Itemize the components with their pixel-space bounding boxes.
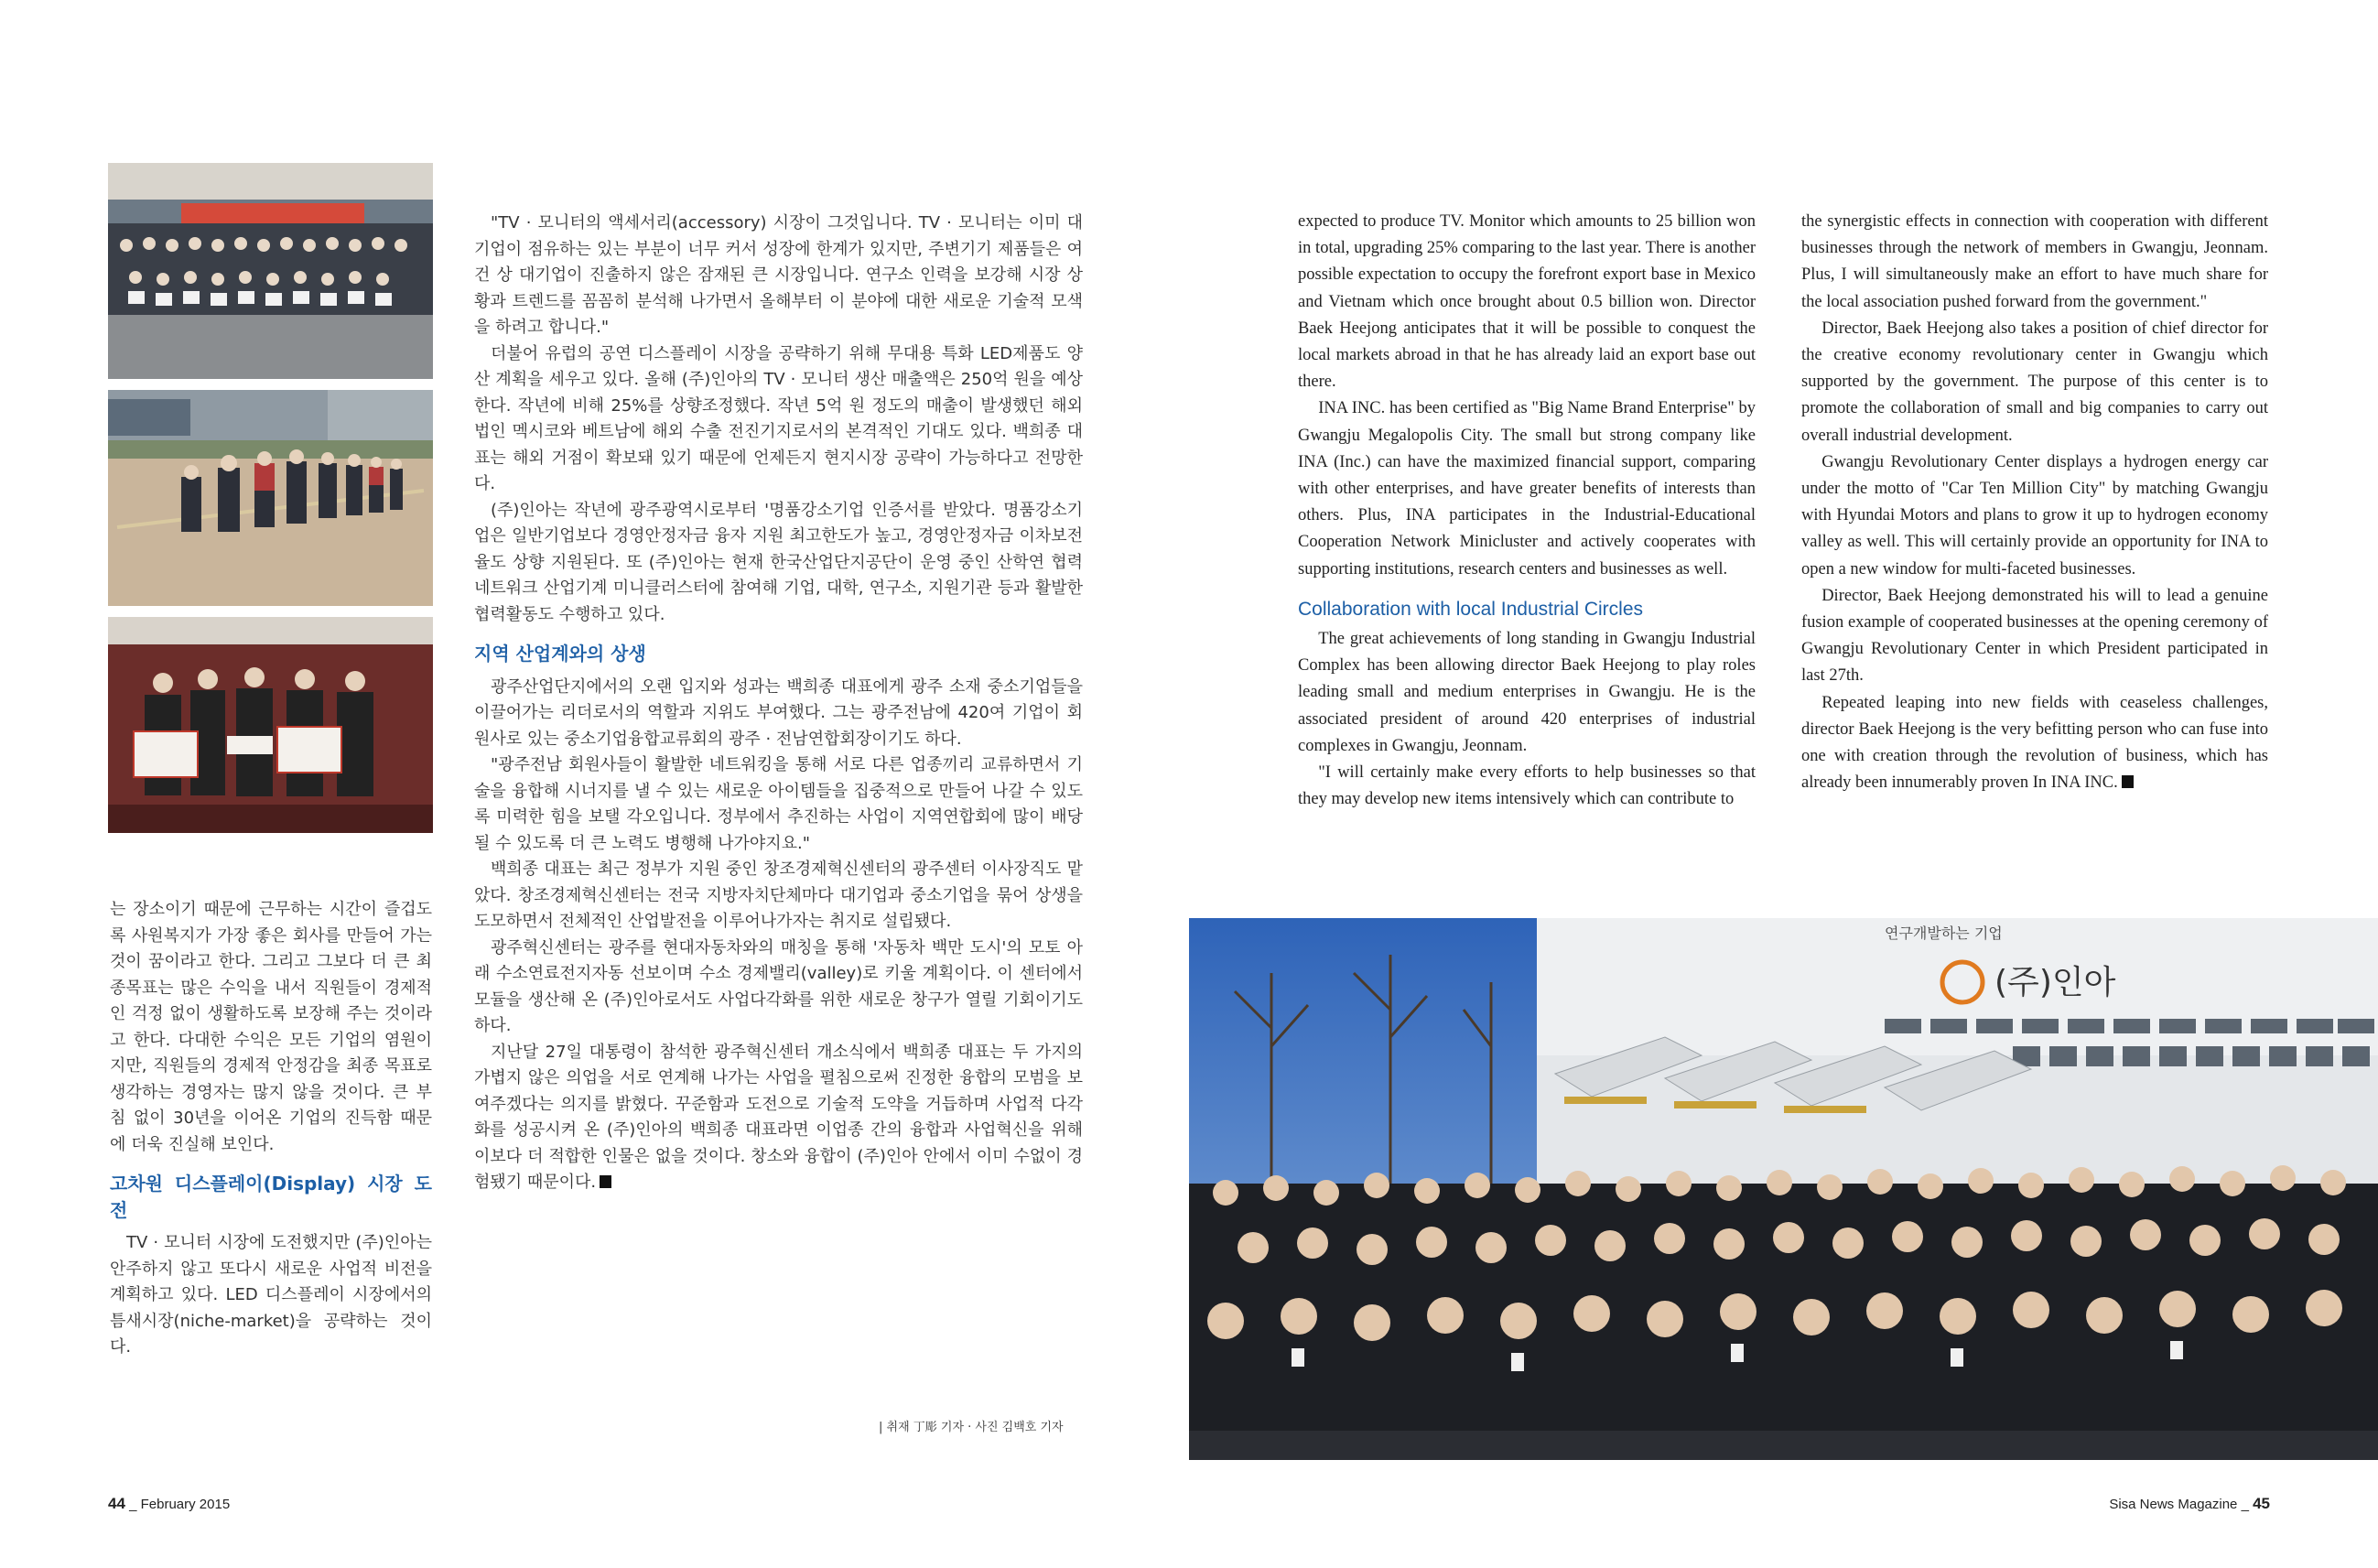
- paragraph: the synergistic effects in connection with cooperation with different businesses through the network of members in Gwangju, Jeonnam. Plus, I will simultaneously make an effort to have much share for the local association pushed forward from the government.": [1801, 212, 2268, 311]
- paragraph: Director, Baek Heejong demonstrated his will to lead a genuine fusion example of cooperated businesses at the opening ceremony of Gwangju Revolutionary Center in which President participated in last 27th.: [1801, 586, 2268, 686]
- paragraph: TV · 모니터 시장에 도전했지만 (주)인아는 안주하지 않고 또다시 새로운 사업적 비전을 계획하고 있다. LED 디스플레이 시장에서의 틈새시장(niche-market)을 공략하는 것이다.: [110, 1233, 432, 1357]
- paragraph-text: 지난달 27일 대통령이 참석한 광주혁신센터 개소식에서 백희종 대표는 두 가지의 가볍지 않은 의업을 서로 연계해 나가는 사업을 펼침으로써 진정한 융합의 모범을 보여주겠다는 의지를 밝혔다. 꾸준함과 도전으로 기술적 도약을 거듭하며 사업적 다각화를 성공시켜 온 (주)인아의 백희종 대표라면 이업종 간의 융합과 사업혁신을 위해 이보다 더 적합한 인물은 없을 것이다. 창소와 융합이 (주)인아 안에서 이미 수없이 경험됐기 때문이다.: [474, 1042, 1083, 1192]
- paragraph-text: Repeated leaping into new fields with ceaseless challenges, director Baek Heejong is the very befitting person who can fuse into one with creation through the revolution of business, which has already been innumerably proven In INA INC.: [1801, 693, 2268, 793]
- paragraph: The great achievements of long standing in Gwangju Industrial Complex has been allowing director Baek Heejong to play roles leading small and medium enterprises in Gwangju. He is the associated president of around 420 enterprises of industrial complexes in Gwangju, Jeonnam.: [1298, 630, 1756, 755]
- photo-credit: | 취재 丁彫 기자 · 사진 김백호 기자: [879, 1421, 1064, 1434]
- paragraph: INA INC. has been certified as "Big Name Brand Enterprise" by Gwangju Megalopolis City. The small but strong company like INA (Inc.) can have the maximized financial support, comparing with other enterprises, and have greater benefits of interests than others. Plus, INA participates in the Industrial-Educational Cooperation Network Minicluster and actively cooperates with supporting institutions, research centers and businesses as well.: [1298, 399, 1756, 579]
- paragraph: "광주전남 회원사들이 활발한 네트워킹을 통해 서로 다른 업종끼리 교류하면서 기술을 융합해 시너지를 낼 수 있는 새로운 아이템들을 집중적으로 만들어 나갈 수 있도록 미력한 힘을 보탤 각오입니다. 정부에서 추진하는 사업이 지역연합회에 많이 배당될 수 있도록 더 큰 노력도 병행해 나가야지요.": [474, 755, 1083, 853]
- folio-text: February 2015: [140, 1497, 231, 1512]
- building-sign-small: 연구개발하는 기업: [1885, 925, 2003, 942]
- paragraph: expected to produce TV. Monitor which amounts to 25 billion won in total, upgrading 25% comparing to the last year. There is another possible expectation to occupy the forefront export base in Mexico and Vietnam which once brought about 0.5 billion won. Director Baek Heejong anticipates that it will be possible to conquest the local markets abroad in that he has already laid an export base out there.: [1298, 212, 1756, 392]
- paragraph: 광주산업단지에서의 오랜 입지와 성과는 백희종 대표에게 광주 소재 중소기업들을 이끌어가는 리더로서의 역할과 지위도 부여했다. 그는 광주전남에 420여 기업이 회원사로 있는 중소기업융합교류회의 광주 · 전남연합회장이기도 하다.: [474, 676, 1083, 749]
- folio-text: Sisa News Magazine: [2109, 1497, 2238, 1512]
- folio-separator: _: [129, 1497, 137, 1512]
- photo-award-ceremony: [108, 617, 433, 833]
- korean-column-left: [110, 897, 432, 1361]
- paragraph: [1801, 690, 2268, 797]
- paragraph: "I will certainly make every efforts to help businesses so that they may develop new items intensively which can contribute to: [1298, 763, 1756, 809]
- photo-certificate-ceremony: [108, 163, 433, 379]
- folio-right: [2109, 1495, 2270, 1513]
- page-number: 45: [2253, 1495, 2270, 1512]
- end-mark-icon: [600, 1175, 611, 1188]
- paragraph: (주)인아는 작년에 광주광역시로부터 '명품강소기업 인증서를 받았다. 명품강소기업은 일반기업보다 경영안정자금 융자 지원 최고한도가 높고, 경영안정자금 이차보전율도 상향 지원된다. 또 (주)인아는 현재 한국산업단지공단이 운영 중인 산학연 협력 네트워크 산업기계 미니클러스터에 참여해 기업, 대학, 연구소, 지원기관 등과 활발한 협력활동도 수행하고 있다.: [474, 500, 1083, 624]
- building-sign: (주)인아: [1994, 964, 2116, 1001]
- section-heading: 지역 산업계와의 상생: [474, 643, 646, 665]
- page-number: 44: [108, 1495, 125, 1512]
- paragraph: 광주혁신센터는 광주를 현대자동차와의 매칭을 통해 '자동차 백만 도시'의 모토 아래 수소연료전지자동 선보이며 수소 경제밸리(valley)로 키울 계획이다. 이 센터에서 모듈을 생산해 온 (주)인아로서도 사업다각화를 위한 새로운 창구가 열릴 기회이기도 하다.: [474, 937, 1083, 1035]
- paragraph: "TV · 모니터의 액세서리(accessory) 시장이 그것입니다. TV · 모니터는 이미 대기업이 점유하는 있는 부분이 너무 커서 성장에 한계가 있지만, 주변기기 제품들은 여건 상 대기업이 진출하지 않은 잠재된 큰 시장입니다. 연구소 인력을 보강해 시장 상황과 트렌드를 꼼꼼히 분석해 나가면서 올해부터 이 분야에 대한 새로운 기술적 모색을 하려고 합니다.": [474, 213, 1083, 337]
- korean-column-main: [474, 211, 1083, 1196]
- paragraph: 더불어 유럽의 공연 디스플레이 시장을 공략하기 위해 무대용 특화 LED제품도 양산 계획을 세우고 있다. 올해 (주)인아의 TV · 모니터 생산 매출액은 250억 원을 예상한다. 작년에 비해 25%를 상향조정했다. 작년 5억 원 정도의 매출이 발생했던 해외 법인 멕시코와 베트남에 해외 수출 전진기지로서의 본격적인 기대도 있다. 백희종 대표는 해외 거점이 확보돼 있기 때문에 언제든지 현지시장 공략이 가능하다고 전망한다.: [474, 343, 1083, 493]
- section-heading: 고차원 디스플레이(Display) 시장 도전: [110, 1173, 432, 1221]
- photo-company-group: [1189, 918, 2378, 1460]
- english-column-2: [1801, 209, 2268, 796]
- folio-separator: _: [2241, 1497, 2249, 1512]
- paragraph: Gwangju Revolutionary Center displays a hydrogen energy car under the motto of "Car Ten Million City" by matching Gwangju with Hyundai Motors and plans to grow it up to hydrogen economy valley as well. This will certainly provide an opportunity for INA to open a new window for multi-faceted businesses.: [1801, 452, 2268, 579]
- right-page: [1189, 0, 2378, 1568]
- english-column-1: [1298, 209, 1756, 813]
- paragraph: [474, 1040, 1083, 1196]
- paragraph: Director, Baek Heejong also takes a position of chief director for the creative economy revolutionary center in Gwangju which supported by the government. The purpose of this center is to promote the collaboration of small and big companies to carry out overall industrial development.: [1801, 319, 2268, 445]
- end-mark-icon: [2122, 775, 2134, 788]
- paragraph: 백희종 대표는 최근 정부가 지원 중인 창조경제혁신센터의 광주센터 이사장직도 맡았다. 창조경제혁신센터는 전국 지방자치단체마다 대기업과 중소기업을 묶어 상생을 도모하면서 전체적인 산업발전을 이루어나가자는 취지로 설립됐다.: [474, 860, 1083, 931]
- paragraph: 는 장소이기 때문에 근무하는 시간이 즐겁도록 사원복지가 가장 좋은 회사를 만들어 가는 것이 꿈이라고 한다. 그리고 그보다 더 큰 최종목표는 많은 수익을 내서 직원들이 경제적인 걱정 없이 생활하도록 보장해 주는 것이라고 한다. 다대한 수익은 모든 기업의 염원이지만, 직원들의 경제적 안정감을 최종 목표로 생각하는 경영자는 많지 않을 것이다. 큰 부침 없이 30년을 이어온 기업의 진득함 때문에 더욱 진실해 보인다.: [110, 900, 432, 1154]
- section-heading: Collaboration with local Industrial Circles: [1298, 598, 1643, 620]
- photo-tug-of-war: [108, 390, 433, 606]
- folio-left: [108, 1495, 230, 1513]
